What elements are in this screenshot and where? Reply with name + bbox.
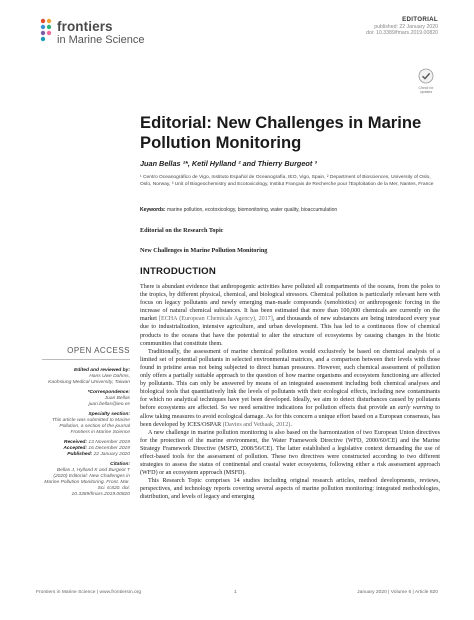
specialty-label: Specialty section: [88, 412, 130, 417]
article-meta [366, 17, 438, 37]
article-sidebar [42, 346, 130, 498]
citation-label: Citation: [110, 462, 130, 467]
footer-journal[interactable]: Frontiers in Marine Science | www.frontiersin.org [36, 590, 142, 595]
accepted-date: Accepted: 16 December 2019 [63, 446, 130, 451]
edited-label: Edited and reviewed by: [74, 368, 130, 373]
paragraph: A new challenge in marine pollution monitoring is also based on the harmonization of two European Union directives for the protection of the marine environment, the Water Framework Directive (WFD, 2000/60/CE) and the Marine Strategy Framework Directive (MSFD, 2008/56/CE). The latter established a legislative context demanding the use of effect-based tools for the assessment of pollution. These two directives were constructed according to two different strategies to assess the status of continental and coastal water ecosystems, following either a risk assessment approach (WFD) or an ecosystem approach (MSFD). [140, 429, 440, 477]
published-date: published: 22 January 2020 [374, 23, 438, 30]
affiliations: ¹ Centro Oceanográfico de Vigo, Instituto Español de Oceanografía, IEO, Vigo, Spain, ² Department of Biosciences, University of Oslo, Oslo, Norway, ³ Unit of Biogeochemistry and Ecotoxicology, Institut Français de Recherche pour l'Exploitation de la Mer, Nantes, France [140, 175, 434, 187]
doi-link[interactable]: doi: 10.3389/fmars.2019.00820 [366, 30, 438, 36]
editor-affiliation: Kaohsiung Medical University, Taiwan [48, 380, 130, 385]
paragraph: Traditionally, the assessment of marine chemical pollution would exclusively be based on chemical analysis of a limited set of potential pollutants in selected environmental matrices, and a comparison between their levels with those found in pristine areas not being subjected to direct human pressures. However, such chemical assessment of pollution only offers a partially suitable approach to the question of how marine organisms and ecosystem functioning are affected by pollutants. This can only be answered by means of an integrated assessment including both chemical analyses and biological tools that quantitatively link the levels of pollutants with their ecological effects, including new contaminants for which no analytical techniques have yet been developed. Ideally, we aim to detect disturbances caused by pollutants before ecosystems are affected. So we need sensitive indications for pollution effects that provide an early warning to allow taking measures to avoid ecological damage. As for this concern a unique effort based on a European consensus, has been developed by ICES/OSPAR (Davies and Vethaak, 2012). [140, 348, 440, 428]
paragraph: There is abundant evidence that anthropogenic activities have polluted all compartments of the oceans, from the poles to the tropics, by different physical, chemical, and biological stressors. Chemical pollution is particularly relevant here with focus on legacy pollutants and newly emerging man-made compounds (xenobiotics) or anthropogenic forcing in the increase of natural chemical substances. It has been estimated that more than 100,000 chemicals are currently on the market [ECHA (European Chemicals Agency), 2017], and thousands of new substances are being introduced every year due to industrialization, intensive agriculture, and urban development. This has led to a continuous flow of chemical products to the oceans that have the potential to alter the structure of ecosystems by causing changes in the biotic communities that constitute them. [140, 284, 441, 347]
check-for-updates-icon[interactable] [418, 68, 434, 84]
author-list: Juan Bellas ¹*, Ketil Hylland ² and Thierry Burgeot ³ [140, 159, 317, 168]
check-for-updates-label: Check for updates [418, 86, 434, 94]
citation-link[interactable]: [ECHA (European Chemicals Agency), 2017] [158, 316, 273, 323]
correspondence-name: Juan Bellas [104, 396, 130, 401]
divider [42, 359, 130, 360]
keywords-list: marine pollution, ecotoxicology, biomonitoring, water quality, bioaccumulation [166, 207, 338, 213]
footer-issue: January 2020 | Volume 6 | Article 820 [357, 590, 438, 595]
citation-link[interactable]: (Davies and Vethaak, 2012) [222, 421, 291, 428]
logo-subtitle: in Marine Science [57, 34, 145, 46]
correspondence-email[interactable]: juan.bellas@ieo.es [88, 402, 130, 407]
open-access-label: OPEN ACCESS [67, 346, 130, 355]
page-number: 1 [234, 590, 237, 595]
section-heading: INTRODUCTION [140, 266, 216, 277]
paragraph: This Research Topic comprises 14 studies including original research articles, method developments, reviews, perspectives, and technology reports covering several aspects of marine pollution monitoring: integrated methodologies, distribution, and levels of legacy and emerging [140, 478, 440, 501]
received-date: Received: 13 November 2019 [63, 440, 130, 445]
research-topic-title[interactable]: New Challenges in Marine Pollution Monitoring [140, 247, 268, 254]
article-title: Editorial: New Challenges in Marine Pollution Monitoring [140, 113, 422, 152]
keywords-label: Keywords: [140, 207, 166, 213]
editor-name: Hans Uwe Dahms, [89, 374, 130, 379]
citation-text: Bellas J, Hylland K and Burgeot T (2020) Editorial: New Challenges in Marine Pollution Monitoring. Front. Mar. Sci. 6:820. doi: 10.3389/fmars.2019.00820 [44, 468, 130, 497]
logo-title: frontiers [57, 19, 113, 34]
frontiers-logo-icon [40, 18, 54, 42]
article-type: EDITORIAL [402, 16, 438, 23]
keywords [140, 207, 440, 213]
published-date-sidebar: Published: 22 January 2020 [67, 452, 130, 457]
article-body [140, 283, 440, 502]
correspondence-label: *Correspondence: [87, 390, 130, 395]
research-topic-label: Editorial on the Research Topic [140, 227, 224, 234]
specialty-text: This article was submitted to Marine Pollution, a section of the journal Frontiers in Marine Science [51, 418, 130, 435]
